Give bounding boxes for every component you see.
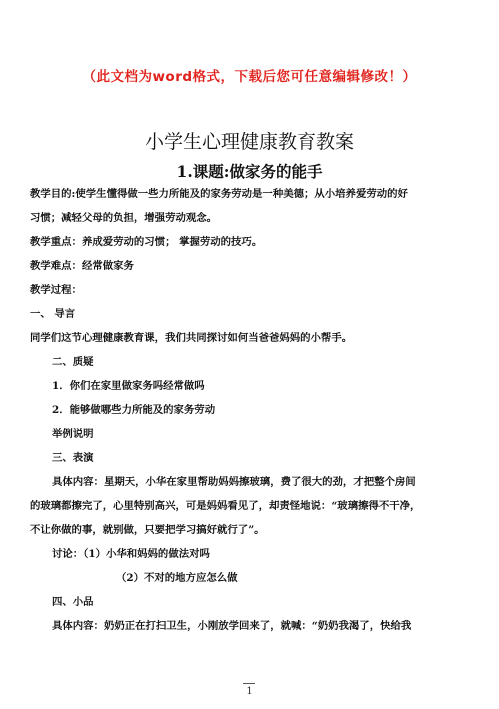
text-line: 讨论：（1）小华和妈妈的做法对吗 xyxy=(52,548,210,560)
page-number-rule xyxy=(243,683,255,684)
lesson-subtitle: 1.课题:做家务的能手 xyxy=(176,162,323,181)
edit-notice: （此文档为word格式，下载后您可任意编辑修改！） xyxy=(82,69,417,85)
section-heading: 三、表演 xyxy=(52,452,94,464)
text-line: 不让你做的事，就别做，只要把学习搞好就行了”。 xyxy=(30,524,265,536)
section-heading: 一、 导言 xyxy=(30,308,76,320)
section-heading: 四、小品 xyxy=(52,596,94,608)
text-line: 教学重点：养成爱劳动的习惯； 掌握劳动的技巧。 xyxy=(30,236,263,248)
text-line: 同学们这节心理健康教育课，我们共同探讨如何当爸爸妈妈的小帮手。 xyxy=(30,332,353,344)
list-item: 2．能够做哪些力所能及的家务劳动 xyxy=(52,404,216,416)
text-line: 具体内容：星期天，小华在家里帮助妈妈擦玻璃，费了很大的劲，才把整个房间 xyxy=(52,476,416,488)
text-line: 教学难点：经常做家务 xyxy=(30,260,134,272)
page-number: 1 xyxy=(246,686,253,697)
text-line: 教学过程： xyxy=(30,284,82,296)
text-line: 的玻璃都擦完了，心里特别高兴，可是妈妈看见了，却责怪地说：“玻璃擦得不干净， xyxy=(30,500,421,512)
text-line: 具体内容：奶奶正在打扫卫生，小刚放学回来了，就喊：“奶奶我渴了，快给我 xyxy=(52,620,412,632)
text-line: （2）不对的地方应怎么做 xyxy=(116,572,238,584)
section-heading: 二、质疑 xyxy=(52,356,94,368)
text-line: 教学目的:使学生懂得做一些力所能及的家务劳动是一种美德；从小培养爱劳动的好 xyxy=(30,188,408,200)
text-line: 举例说明 xyxy=(52,428,94,440)
page-title: 小学生心理健康教育教案 xyxy=(144,131,354,153)
text-line: 习惯；减轻父母的负担，增强劳动观念。 xyxy=(30,212,218,224)
list-item: 1．你们在家里做家务吗经常做吗 xyxy=(52,380,205,392)
